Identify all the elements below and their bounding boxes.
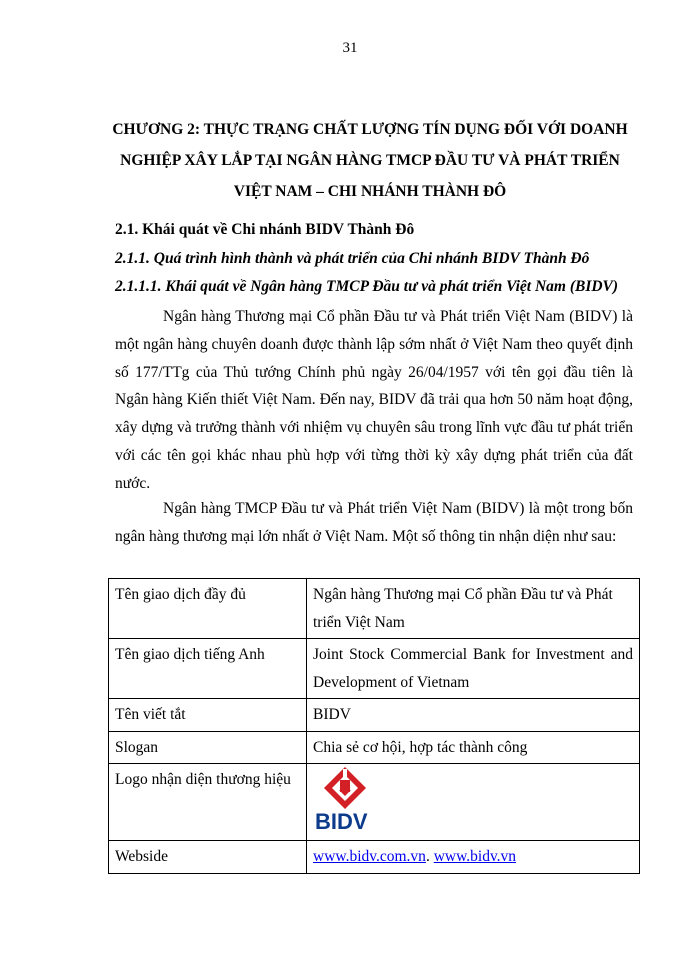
subsection-heading: 2.1.1. Quá trình hình thành và phát triển của Chi nhánh BIDV Thành Đô [115, 250, 590, 267]
table-row [109, 841, 640, 874]
english-name-label: Tên giao dịch tiếng Anh [109, 639, 307, 699]
website-separator: . [425, 848, 434, 865]
full-name-label: Tên giao dịch đầy đủ [109, 579, 307, 639]
website-link-bidv-com-vn[interactable]: www.bidv.com.vn [313, 848, 426, 865]
slogan-value: Chia sẻ cơ hội, hợp tác thành công [307, 731, 640, 764]
slogan-label: Slogan [109, 731, 307, 764]
bidv-logo-text: BIDV [315, 809, 368, 834]
chapter-title: CHƯƠNG 2: THỰC TRẠNG CHẤT LƯỢNG TÍN DỤNG ĐỐI VỚI DOANH NGHIỆP XÂY LẮP TẠI NGÂN HÀNG TMCP ĐẦU TƯ VÀ PHÁT TRIỂN VIỆT NAM – CHI NHÁNH THÀNH ĐÔ [112, 121, 628, 200]
table-row [109, 699, 640, 732]
table-row [109, 731, 640, 764]
page-number: 31 [342, 40, 358, 56]
full-name-value: Ngân hàng Thương mại Cổ phần Đầu tư và Phát triển Việt Nam [307, 579, 640, 639]
table-row [109, 579, 640, 639]
table-row [109, 639, 640, 699]
paragraph-bidv-intro: Ngân hàng TMCP Đầu tư và Phát triển Việt Nam (BIDV) là một trong bốn ngân hàng thương mại lớn nhất ở Việt Nam. Một số thông tin nhận diện như sau: [115, 500, 633, 545]
section-heading: 2.1. Khái quát về Chi nhánh BIDV Thành Đô [115, 221, 415, 238]
bidv-logo-icon [323, 766, 367, 810]
abbreviation-value: BIDV [307, 699, 640, 732]
website-label: Webside [109, 841, 307, 874]
paragraph-bidv-history: Ngân hàng Thương mại Cổ phần Đầu tư và Phát triển Việt Nam (BIDV) là một ngân hàng chuyên doanh được thành lập sớm nhất ở Việt Nam theo quyết định số 177/TTg của Thủ tướng Chính phủ ngày 26/04/1957 với tên gọi đầu tiên là Ngân hàng Kiến thiết Việt Nam. Đến nay, BIDV đã trải qua hơn 50 năm hoạt động, xây dựng và trưởng thành với nhiệm vụ chuyên sâu trong lĩnh vực đầu tư phát triển với các tên gọi khác nhau phù hợp với từng thời kỳ xây dựng phát triển của đất nước. [115, 308, 633, 492]
website-value [307, 841, 640, 874]
website-link-bidv-vn[interactable]: www.bidv.vn [433, 848, 517, 865]
english-name-value: Joint Stock Commercial Bank for Investment and Development of Vietnam [307, 639, 640, 699]
logo-label [109, 764, 307, 841]
bidv-info-table [108, 578, 640, 874]
subsubsection-heading: 2.1.1.1. Khái quát về Ngân hàng TMCP Đầu tư và phát triển Việt Nam (BIDV) [115, 278, 619, 295]
table-row [109, 764, 640, 841]
logo-cell [307, 764, 640, 841]
logo-label-text: Logo nhận diện thương hiệu [115, 771, 291, 788]
abbreviation-label: Tên viết tắt [109, 699, 307, 732]
